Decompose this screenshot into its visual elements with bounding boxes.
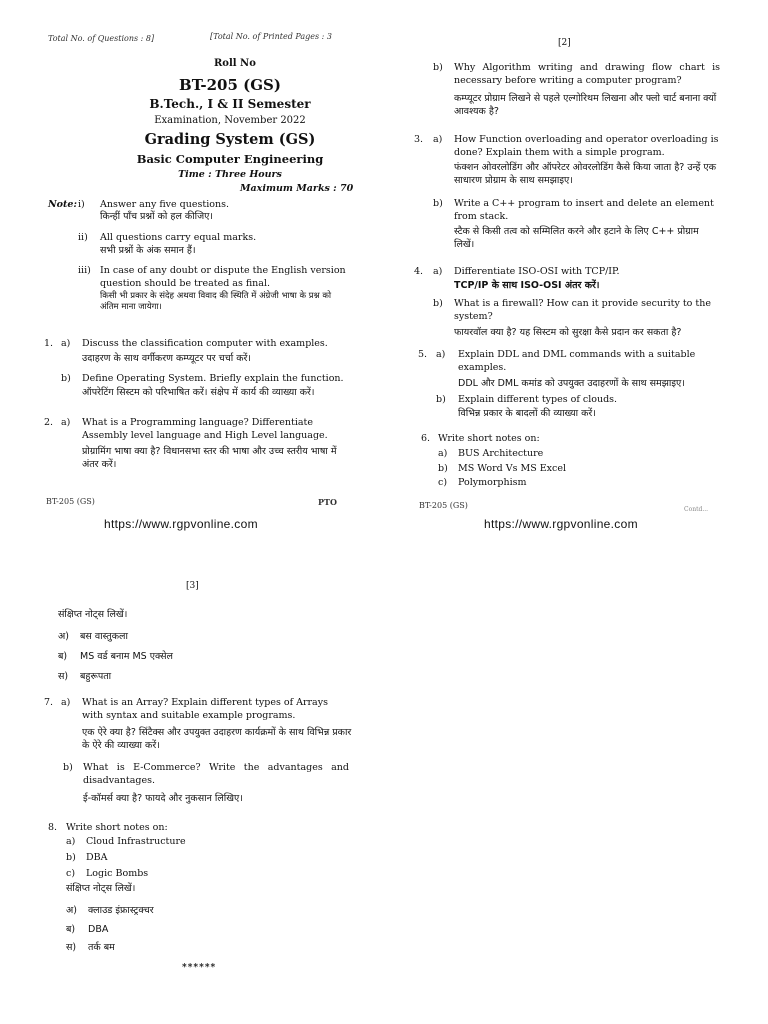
q2a-english: What is a Programming language? Differentiate Assembly level language and High Level language. (82, 417, 328, 441)
course-name: B.Tech., I & II Semester (149, 97, 311, 111)
q8-item-b-label: b) (66, 852, 76, 863)
q6-item-b: MS Word Vs MS Excel (458, 463, 567, 474)
note-3-hi: किसी भी प्रकार के संदेह अथवा विवाद की स्थिति में अंग्रेजी भाषा के प्रश्न को अंतिम माना जायेगा। (100, 291, 332, 312)
q5a-hindi: DDL और DML कमांड को उपयुक्त उदाहरणों के साथ समझाइए। (458, 378, 685, 389)
note-1-en: Answer any five questions. (100, 199, 229, 210)
page2-number: [2] (558, 38, 571, 48)
exam-time: Time : Three Hours (178, 169, 282, 180)
q3b-hindi: स्टैक से किसी तत्व को सम्मिलित करने और हटाने के लिए C++ प्रोग्राम लिखें। (454, 226, 699, 250)
q8-item-a-label: a) (66, 836, 76, 847)
q1b-english: Define Operating System. Briefly explain the function. (82, 373, 344, 384)
note-2-hi: सभी प्रश्नों के अंक समान हैं। (100, 245, 196, 256)
q2b-hindi: कम्प्यूटर प्रोग्राम लिखने से पहले एल्गोरिथम लिखना और फ्लो चार्ट बनाना क्यों आवश्यक है? (454, 93, 717, 117)
q3b-label: b) (433, 198, 443, 209)
q5b-label: b) (436, 394, 446, 405)
page1-website-url[interactable]: https://www.rgpvonline.com (104, 517, 258, 531)
q6-hindi-item-c-label: स) (58, 671, 69, 682)
q6-hindi-item-a-label: अ) (58, 631, 69, 642)
q4b-english: What is a firewall? How can it provide security to the system? (454, 298, 711, 322)
q3a-label: a) (433, 134, 443, 145)
q1-num: 1. (44, 338, 54, 349)
q7b-label: b) (63, 762, 73, 773)
maximum-marks: Maximum Marks : 70 (240, 183, 354, 194)
q4a-english: Differentiate ISO-OSI with TCP/IP. (454, 266, 620, 277)
q7-num: 7. (44, 697, 54, 708)
q3a-english: How Function overloading and operator overloading is done? Explain them with a simple program. (454, 134, 719, 158)
q1a-english: Discuss the classification computer with examples. (82, 338, 328, 349)
q4-num: 4. (414, 266, 424, 277)
q6-hindi-item-a: बस वास्तुकला (80, 631, 128, 642)
note-3-num: iii) (78, 265, 91, 276)
q4a-label: a) (433, 266, 443, 277)
total-pages: [Total No. of Printed Pages : 3 (210, 32, 332, 41)
end-of-paper-mark: ****** (182, 963, 217, 973)
q5a-label: a) (436, 349, 446, 360)
q5b-hindi: विभिन्न प्रकार के बादलों की व्याख्या करें। (458, 408, 596, 419)
note-2-en: All questions carry equal marks. (100, 232, 257, 243)
q4b-label: b) (433, 298, 443, 309)
q8-hindi-item-b-label: ब) (66, 924, 76, 935)
page2-footer-code: BT-205 (GS) (419, 501, 468, 510)
q1b-hindi: ऑपरेटिंग सिस्टम को परिभाषित करें। संक्षेप में कार्य की व्याख्या करें। (82, 387, 315, 398)
q7b-english: What is E-Commerce? Write the advantages and disadvantages. (83, 762, 349, 786)
q6-hindi-item-b: MS वर्ड बनाम MS एक्सेल (80, 651, 173, 662)
q6-item-c-label: c) (438, 477, 448, 488)
q6-item-c: Polymorphism (458, 477, 527, 488)
exam-session: Examination, November 2022 (154, 115, 306, 126)
page3-number: [3] (186, 581, 199, 591)
q8-hindi-item-c-label: स) (66, 942, 77, 953)
q3b-english: Write a C++ program to insert and delete an element from stack. (454, 198, 714, 222)
total-questions: Total No. of Questions : 8] (48, 34, 155, 43)
q3-num: 3. (414, 134, 424, 145)
q7a-label: a) (61, 697, 71, 708)
note-3-en: In case of any doubt or dispute the English version question should be treated as final. (100, 265, 346, 289)
q8-hindi-item-b: DBA (88, 924, 109, 935)
q2a-hindi: प्रोग्रामिंग भाषा क्या है? विधानसभा स्तर की भाषा और उच्च स्तरीय भाषा में अंतर करें। (82, 446, 337, 470)
note-2-num: ii) (78, 232, 88, 243)
q8-hindi-item-a-label: अ) (66, 905, 77, 916)
q7a-english: What is an Array? Explain different types of Arrays with syntax and suitable example programs. (82, 697, 328, 721)
q6-hindi-heading: संक्षिप्त नोट्स लिखें। (58, 609, 128, 620)
q3a-hindi: फंक्शन ओवरलोडिंग और ऑपरेटर ओवरलोडिंग कैसे किया जाता है? उन्हें एक साधारण प्रोग्राम के साथ समझाइए। (454, 162, 716, 186)
q1b-label: b) (61, 373, 71, 384)
q8-hindi-item-c: तर्क बम (88, 942, 115, 953)
q6-english: Write short notes on: (438, 433, 540, 444)
roll-no-label: Roll No (214, 58, 256, 69)
q1a-label: a) (61, 338, 71, 349)
q6-item-a: BUS Architecture (458, 448, 544, 459)
page2-website-url[interactable]: https://www.rgpvonline.com (484, 517, 638, 531)
q7a-hindi: एक ऐरे क्या है? सिंटैक्स और उपयुक्त उदाहरण कार्यक्रमों के साथ विभिन्न प्रकार के ऐरे की व्याख्या करें। (82, 727, 352, 751)
page1-footer-code: BT-205 (GS) (46, 497, 95, 506)
note-1-num: i) (78, 199, 85, 210)
q6-hindi-item-b-label: ब) (58, 651, 68, 662)
q6-item-a-label: a) (438, 448, 448, 459)
q2a-label: a) (61, 417, 71, 428)
subject-name: Basic Computer Engineering (136, 152, 324, 166)
grading-system: Grading System (GS) (144, 131, 316, 148)
q8-english: Write short notes on: (66, 822, 168, 833)
q8-num: 8. (48, 822, 58, 833)
q6-hindi-item-c: बहुरूपता (80, 671, 112, 682)
q4a-hindi: TCP/IP के साथ ISO-OSI अंतर करें। (454, 280, 600, 291)
page1-footer-pto: PTO (318, 497, 337, 507)
q5b-english: Explain different types of clouds. (458, 394, 618, 405)
q5-num: 5. (418, 349, 428, 360)
q8-hindi-item-a: क्लाउड इंफ्रास्ट्रक्चर (88, 905, 154, 916)
q8-hindi-heading: संक्षिप्त नोट्स लिखें। (66, 883, 136, 894)
q6-item-b-label: b) (438, 463, 448, 474)
q8-item-c: Logic Bombs (86, 868, 149, 879)
note-1-hi: किन्हीं पाँच प्रश्नों को हल कीजिए। (100, 211, 214, 222)
paper-code: BT-205 (GS) (179, 76, 281, 94)
q8-item-c-label: c) (66, 868, 76, 879)
q4b-hindi: फायरवॉल क्या है? यह सिस्टम को सुरक्षा कैसे प्रदान कर सकता है? (454, 327, 682, 338)
note-label: Note: (48, 199, 77, 210)
q5a-english: Explain DDL and DML commands with a suitable examples. (458, 349, 696, 373)
q2-num: 2. (44, 417, 54, 428)
q8-item-b: DBA (86, 852, 108, 863)
page2-footer-contd: Contd... (684, 506, 709, 513)
q1a-hindi: उदाहरण के साथ वर्गीकरण कम्प्यूटर पर चर्चा करें। (82, 353, 251, 364)
q7b-hindi: ई-कॉमर्स क्या है? फायदे और नुकसान लिखिए। (83, 793, 243, 804)
q2b-label: b) (433, 62, 443, 73)
q2b-english: Why Algorithm writing and drawing flow chart is necessary before writing a computer program? (454, 62, 720, 86)
q6-num: 6. (421, 433, 431, 444)
q8-item-a: Cloud Infrastructure (86, 836, 186, 847)
